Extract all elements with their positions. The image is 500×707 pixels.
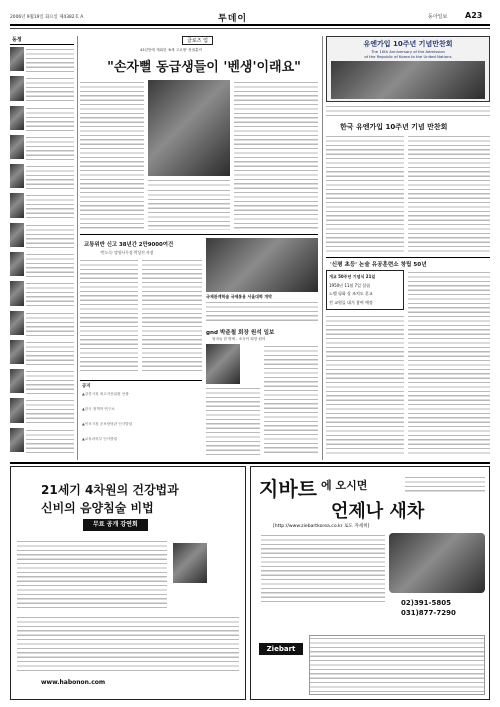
un-banner-sub1: The 10th Anniversary of the Admission bbox=[371, 49, 445, 54]
conference-caption: 국제관계학술 국제통용 서울대학 개막 bbox=[206, 294, 273, 299]
notice-list bbox=[80, 392, 202, 456]
feature-subhead: 43년만에 재회한 '6세 고교생' 정권훈씨 bbox=[140, 48, 203, 52]
school-body-col2 bbox=[408, 270, 490, 456]
ad-health-body2 bbox=[17, 615, 239, 671]
person-entry bbox=[10, 105, 74, 132]
school-body-col1 bbox=[326, 314, 404, 456]
un-banner-title: 유엔가입 10주년 기념만찬회 bbox=[363, 40, 453, 48]
un-headline: 한국 유엔가입 10주년 기념 만찬회 bbox=[340, 123, 448, 131]
school-fact-lines bbox=[329, 273, 401, 307]
header-rule bbox=[10, 24, 490, 26]
school-fact-line: 전 교원들 대거 참여 예정 bbox=[329, 299, 373, 305]
ad-ziebart-brand: 지바트 bbox=[259, 477, 317, 501]
notice-item: ▲강릉시청 최고자문위원 선출 bbox=[82, 392, 129, 396]
un-photo-caption bbox=[326, 104, 490, 118]
person-entry bbox=[10, 339, 74, 366]
ad-ziebart-url[interactable]: [http://www.ziebartkorea.co.kr 로도 자세히] bbox=[273, 524, 370, 529]
ad-ziebart-body bbox=[261, 533, 385, 605]
person-entry bbox=[10, 368, 74, 395]
feature-article bbox=[80, 36, 318, 232]
person-text bbox=[26, 369, 74, 394]
sidebar-title: 동정 bbox=[12, 37, 22, 43]
person-photo bbox=[10, 398, 24, 422]
person-photo bbox=[10, 311, 24, 335]
column-divider bbox=[77, 36, 78, 460]
person-photo bbox=[10, 76, 24, 100]
person-entry bbox=[10, 75, 74, 102]
ad-ziebart-phone1: 02)391-5805 bbox=[401, 599, 451, 607]
person-entry bbox=[10, 397, 74, 424]
person-entry bbox=[10, 134, 74, 161]
section-title: 투데이 bbox=[218, 14, 248, 24]
gnd-article bbox=[206, 326, 318, 458]
feature-photo-caption bbox=[148, 178, 230, 186]
gnd-subtitle: 엄마들 한 명에 - 소득이 희망 원석 bbox=[212, 337, 266, 341]
person-photo bbox=[10, 193, 24, 217]
un-banner-sub2: of the Republic of Korea to the United Nations bbox=[364, 54, 452, 59]
ad-ziebart-headline-tail: 에 오시면 bbox=[321, 479, 368, 492]
conference-photo bbox=[206, 238, 318, 292]
sidebar-rule bbox=[10, 44, 74, 45]
school-fact-line: 개교 50주년 기념식 21일 bbox=[329, 274, 376, 279]
feature-kicker-text: 클로즈 업 bbox=[187, 38, 208, 44]
profile-article bbox=[80, 238, 202, 376]
person-text bbox=[26, 281, 74, 306]
ad-ziebart-headline2: 언제나 새차 bbox=[331, 501, 425, 522]
person-text bbox=[26, 135, 74, 160]
person-photo bbox=[10, 340, 24, 364]
person-text bbox=[26, 106, 74, 131]
feature-portrait-photo bbox=[148, 80, 230, 176]
notice-item: ▲교육과학부 인사발령 bbox=[82, 437, 118, 441]
feature-body-col3 bbox=[234, 80, 318, 230]
ad-ziebart-phone2: 031)877-7290 bbox=[401, 609, 456, 617]
person-text bbox=[26, 47, 74, 72]
ad-health-body bbox=[17, 539, 167, 609]
person-text bbox=[26, 311, 74, 336]
person-text bbox=[26, 223, 74, 248]
profile-body-col1 bbox=[80, 258, 138, 374]
person-photo bbox=[10, 369, 24, 393]
gnd-title: gnd 박준철 회장 원석 일보 bbox=[206, 330, 275, 336]
notice-item: ▲목포시청 공보담당관 인사발령 bbox=[82, 422, 133, 426]
header-rule-thin bbox=[10, 28, 490, 29]
ad-health-photo bbox=[173, 543, 207, 583]
person-text bbox=[26, 340, 74, 365]
ad-health-url[interactable]: www.habonon.com bbox=[41, 679, 106, 686]
person-photo bbox=[10, 252, 24, 276]
sidebar-people bbox=[10, 36, 74, 460]
gnd-body-col1 bbox=[206, 386, 260, 456]
un-body-col2 bbox=[408, 134, 490, 254]
person-entry bbox=[10, 251, 74, 278]
person-photo bbox=[10, 223, 24, 247]
ad-health-headline1: 21세기 4차원의 건강법과 bbox=[41, 483, 179, 497]
person-photo bbox=[10, 135, 24, 159]
un-banner bbox=[326, 36, 490, 102]
ad-ziebart-logo bbox=[259, 643, 303, 655]
conference-caption-body bbox=[206, 300, 318, 322]
people-list bbox=[10, 46, 74, 456]
person-text bbox=[26, 193, 74, 218]
un-body-col1 bbox=[326, 134, 404, 254]
gnd-body-col2 bbox=[264, 344, 318, 456]
person-text bbox=[26, 164, 74, 189]
profile-kicker: 교통위반 신고 38년간 2만9000여건 bbox=[84, 242, 174, 248]
feature-body-col1 bbox=[80, 80, 144, 230]
person-entry bbox=[10, 46, 74, 73]
ads-top-rule bbox=[10, 462, 490, 464]
page-number: A23 bbox=[465, 11, 483, 20]
person-photo bbox=[10, 47, 24, 71]
person-entry bbox=[10, 192, 74, 219]
person-photo bbox=[10, 281, 24, 305]
ad-health-badge bbox=[83, 519, 148, 531]
date-line: 2006년 9월19일 화요일 제4382호 A bbox=[10, 15, 84, 20]
person-entry bbox=[10, 280, 74, 307]
right-mid-rule bbox=[326, 257, 490, 258]
notice-rule bbox=[80, 380, 202, 381]
notice-box bbox=[80, 380, 202, 458]
ad-health-headline2: 신비의 음양침술 비법 bbox=[41, 501, 154, 515]
school-title: '신평 초등' 논술 유공훈련소 창립 50년 bbox=[330, 262, 427, 268]
gnd-portrait-photo bbox=[206, 344, 240, 384]
column-divider-right bbox=[322, 36, 323, 460]
profile-body-col2 bbox=[142, 258, 202, 374]
school-fact-line: 1950년 11월 7일 설립 bbox=[329, 282, 370, 288]
paper-name: 동아일보 bbox=[428, 14, 448, 20]
page-header bbox=[10, 12, 490, 34]
feature-bottom-rule bbox=[80, 234, 318, 235]
ad-ziebart-tagline bbox=[405, 475, 485, 493]
feature-title: "손자뻘 동급생들이 '벤생'이래요" bbox=[107, 60, 301, 75]
ad-ziebart-car-photo bbox=[389, 533, 485, 593]
notice-label: 공지 bbox=[82, 384, 91, 389]
profile-subhead: '번도둑' 망원사무장 박상진 사장 bbox=[100, 250, 154, 255]
ad-health-badge-text: 무료 공개 강연회 bbox=[93, 521, 138, 528]
un-group-photo bbox=[331, 61, 485, 99]
person-text bbox=[26, 398, 74, 423]
person-entry bbox=[10, 222, 74, 249]
person-entry bbox=[10, 163, 74, 190]
person-text bbox=[26, 428, 74, 453]
person-photo bbox=[10, 164, 24, 188]
ad-ziebart-logo-text: Ziebart bbox=[266, 645, 296, 653]
person-photo bbox=[10, 106, 24, 130]
person-text bbox=[26, 252, 74, 277]
person-entry bbox=[10, 427, 74, 454]
person-entry bbox=[10, 310, 74, 337]
school-fact-box bbox=[326, 270, 404, 310]
notice-item: ▲한국 정책학 연구소 bbox=[82, 407, 115, 411]
person-text bbox=[26, 76, 74, 101]
school-fact-line: 노벨 평화 상 조치도 혼교 bbox=[329, 291, 373, 297]
ad-health-lecture bbox=[10, 466, 246, 700]
ad-ziebart bbox=[250, 466, 490, 700]
ad-ziebart-footer-table bbox=[309, 635, 485, 695]
feature-kicker bbox=[182, 36, 213, 45]
school-article bbox=[326, 260, 490, 458]
feature-body-col2 bbox=[148, 188, 230, 230]
person-photo bbox=[10, 428, 24, 452]
